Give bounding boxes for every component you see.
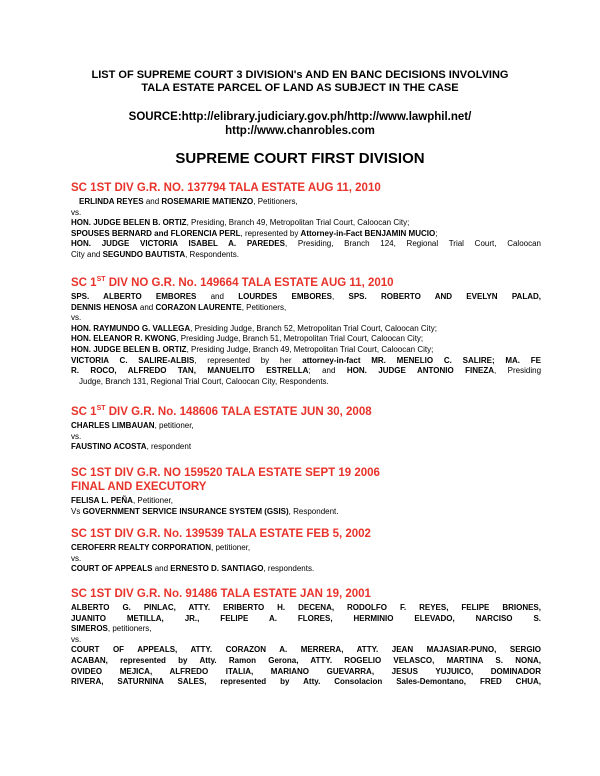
case-line: FELISA L. PEÑA, Petitioner,: [71, 496, 173, 505]
source-block: [40, 110, 560, 138]
case-line: DENNIS HENOSA and CORAZON LAURENTE, Petitioners,: [71, 302, 287, 312]
case-block-137794: [71, 181, 541, 261]
case-line: vs.: [71, 431, 82, 441]
case-line: SPS. ALBERTO EMBORES and LOURDES EMBORES, SPS. ROBERTO AND EVELYN PALAD,: [71, 292, 542, 301]
case-block-91486: [71, 587, 541, 688]
case-line: SIMEROS, petitioners,: [71, 624, 152, 634]
case-line: COURT OF APPEALS and ERNESTO D. SANTIAGO, respondents.: [71, 564, 315, 574]
document-title: [40, 69, 560, 95]
case-title: SC 1ST DIV NO G.R. No. 149664 TALA ESTATE AUG 11, 2010: [71, 276, 394, 289]
case-title-line-2: FINAL AND EXECUTORY: [71, 481, 207, 493]
case-line: vs.: [71, 553, 82, 563]
case-line: ACABAN, represented by Atty. Ramon Gerona, ATTY. ROGELIO VELASCO, MARTINA S. NONA,: [71, 655, 541, 665]
case-line: HON. JUDGE BELEN B. ORTIZ, Presiding Judge, Branch 49, Metropolitan Trial Court, Caloocan City;: [71, 344, 434, 354]
case-line: HON. ELEANOR R. KWONG, Presiding Judge, Branch 51, Metropolitan Trial Court, Caloocan City;: [71, 334, 424, 344]
case-line: Vs GOVERNMENT SERVICE INSURANCE SYSTEM (GSIS), Respondent.: [71, 506, 339, 516]
case-block-159520: [71, 466, 541, 517]
case-line: RIVERA, SATURNINA SALES, represented by Atty. Consolacion Sales-Demontano, FRED CHUA,: [71, 677, 541, 687]
case-line: vs.: [71, 634, 82, 644]
case-line: CHARLES LIMBAUAN, petitioner,: [71, 421, 194, 430]
case-block-139539: [71, 527, 541, 575]
case-line: HON. JUDGE BELEN B. ORTIZ, Presiding, Branch 49, Metropolitan Trial Court, Caloocan City;: [71, 218, 410, 228]
case-line: VICTORIA C. SALIRE-ALBIS, represented by her attorney-in-fact MR. MENELIO C. SALIRE; MA. FE: [71, 355, 541, 365]
case-title: SC 1ST DIV G.R. No. 148606 TALA ESTATE JUN 30, 2008: [71, 405, 372, 418]
title-line-2: TALA ESTATE PARCEL OF LAND AS SUBJECT IN THE CASE: [141, 82, 459, 94]
case-line: HON. JUDGE VICTORIA ISABEL A. PAREDES, Presiding, Branch 124, Regional Trial Court, Caloocan: [71, 239, 541, 249]
case-title: SC 1ST DIV G.R. No. 139539 TALA ESTATE FEB 5, 2002: [71, 528, 371, 540]
case-line: ERLINDA REYES and ROSEMARIE MATIENZO, Petitioners,: [79, 197, 298, 206]
case-line: COURT OF APPEALS, ATTY. CORAZON A. MERRERA, ATTY. JEAN MAJASIAR-PUNO, SERGIO: [71, 645, 541, 655]
case-line: SPOUSES BERNARD and FLORENCIA PERL, represented by Attorney-in-Fact BENJAMIN MUCIO;: [71, 228, 438, 238]
case-title: SC 1ST DIV G.R. No. 91486 TALA ESTATE JAN 19, 2001: [71, 588, 371, 600]
case-title: SC 1ST DIV G.R. NO 159520 TALA ESTATE SEPT 19 2006: [71, 467, 380, 479]
case-line: Judge, Branch 131, Regional Trial Court, Caloocan City, Respondents.: [79, 376, 329, 386]
case-line: City and SEGUNDO BAUTISTA, Respondents.: [71, 249, 239, 259]
case-line: ALBERTO G. PINLAC, ATTY. ERIBERTO H. DECENA, RODOLFO F. REYES, FELIPE BRIONES,: [71, 603, 541, 612]
case-block-149664: [71, 276, 541, 387]
case-line: vs.: [71, 313, 82, 323]
case-line: FAUSTINO ACOSTA, respondent: [71, 442, 192, 452]
division-title: SUPREME COURT FIRST DIVISION: [175, 150, 425, 167]
case-line: CEROFERR REALTY CORPORATION, petitioner,: [71, 543, 251, 552]
source-line-2: http://www.chanrobles.com: [225, 125, 375, 137]
source-line-1: SOURCE:http://elibrary.judiciary.gov.ph/http://www.lawphil.net/: [128, 111, 472, 123]
case-title: SC 1ST DIV G.R. NO. 137794 TALA ESTATE AUG 11, 2010: [71, 182, 381, 194]
case-line: JUANITO METILLA, JR., FELIPE A. FLORES, HERMINIO ELEVADO, NARCISO S.: [71, 613, 541, 623]
case-block-148606: [71, 405, 541, 453]
case-line: R. ROCO, ALFREDO TAN, MANUELITO ESTRELLA; and HON. JUDGE ANTONIO FINEZA, Presiding: [71, 366, 542, 376]
case-line: HON. RAYMUNDO G. VALLEGA, Presiding Judge, Branch 52, Metropolitan Trial Court, Caloocan City;: [71, 323, 437, 333]
title-line-1: LIST OF SUPREME COURT 3 DIVISION's AND EN BANC DECISIONS INVOLVING: [91, 69, 509, 81]
case-line: OVIDEO MEJICA, ALFREDO ITALIA, MARIANO GUEVARRA, JESUS YUJUICO, DOMINADOR: [71, 666, 541, 676]
case-line: vs.: [71, 207, 82, 217]
